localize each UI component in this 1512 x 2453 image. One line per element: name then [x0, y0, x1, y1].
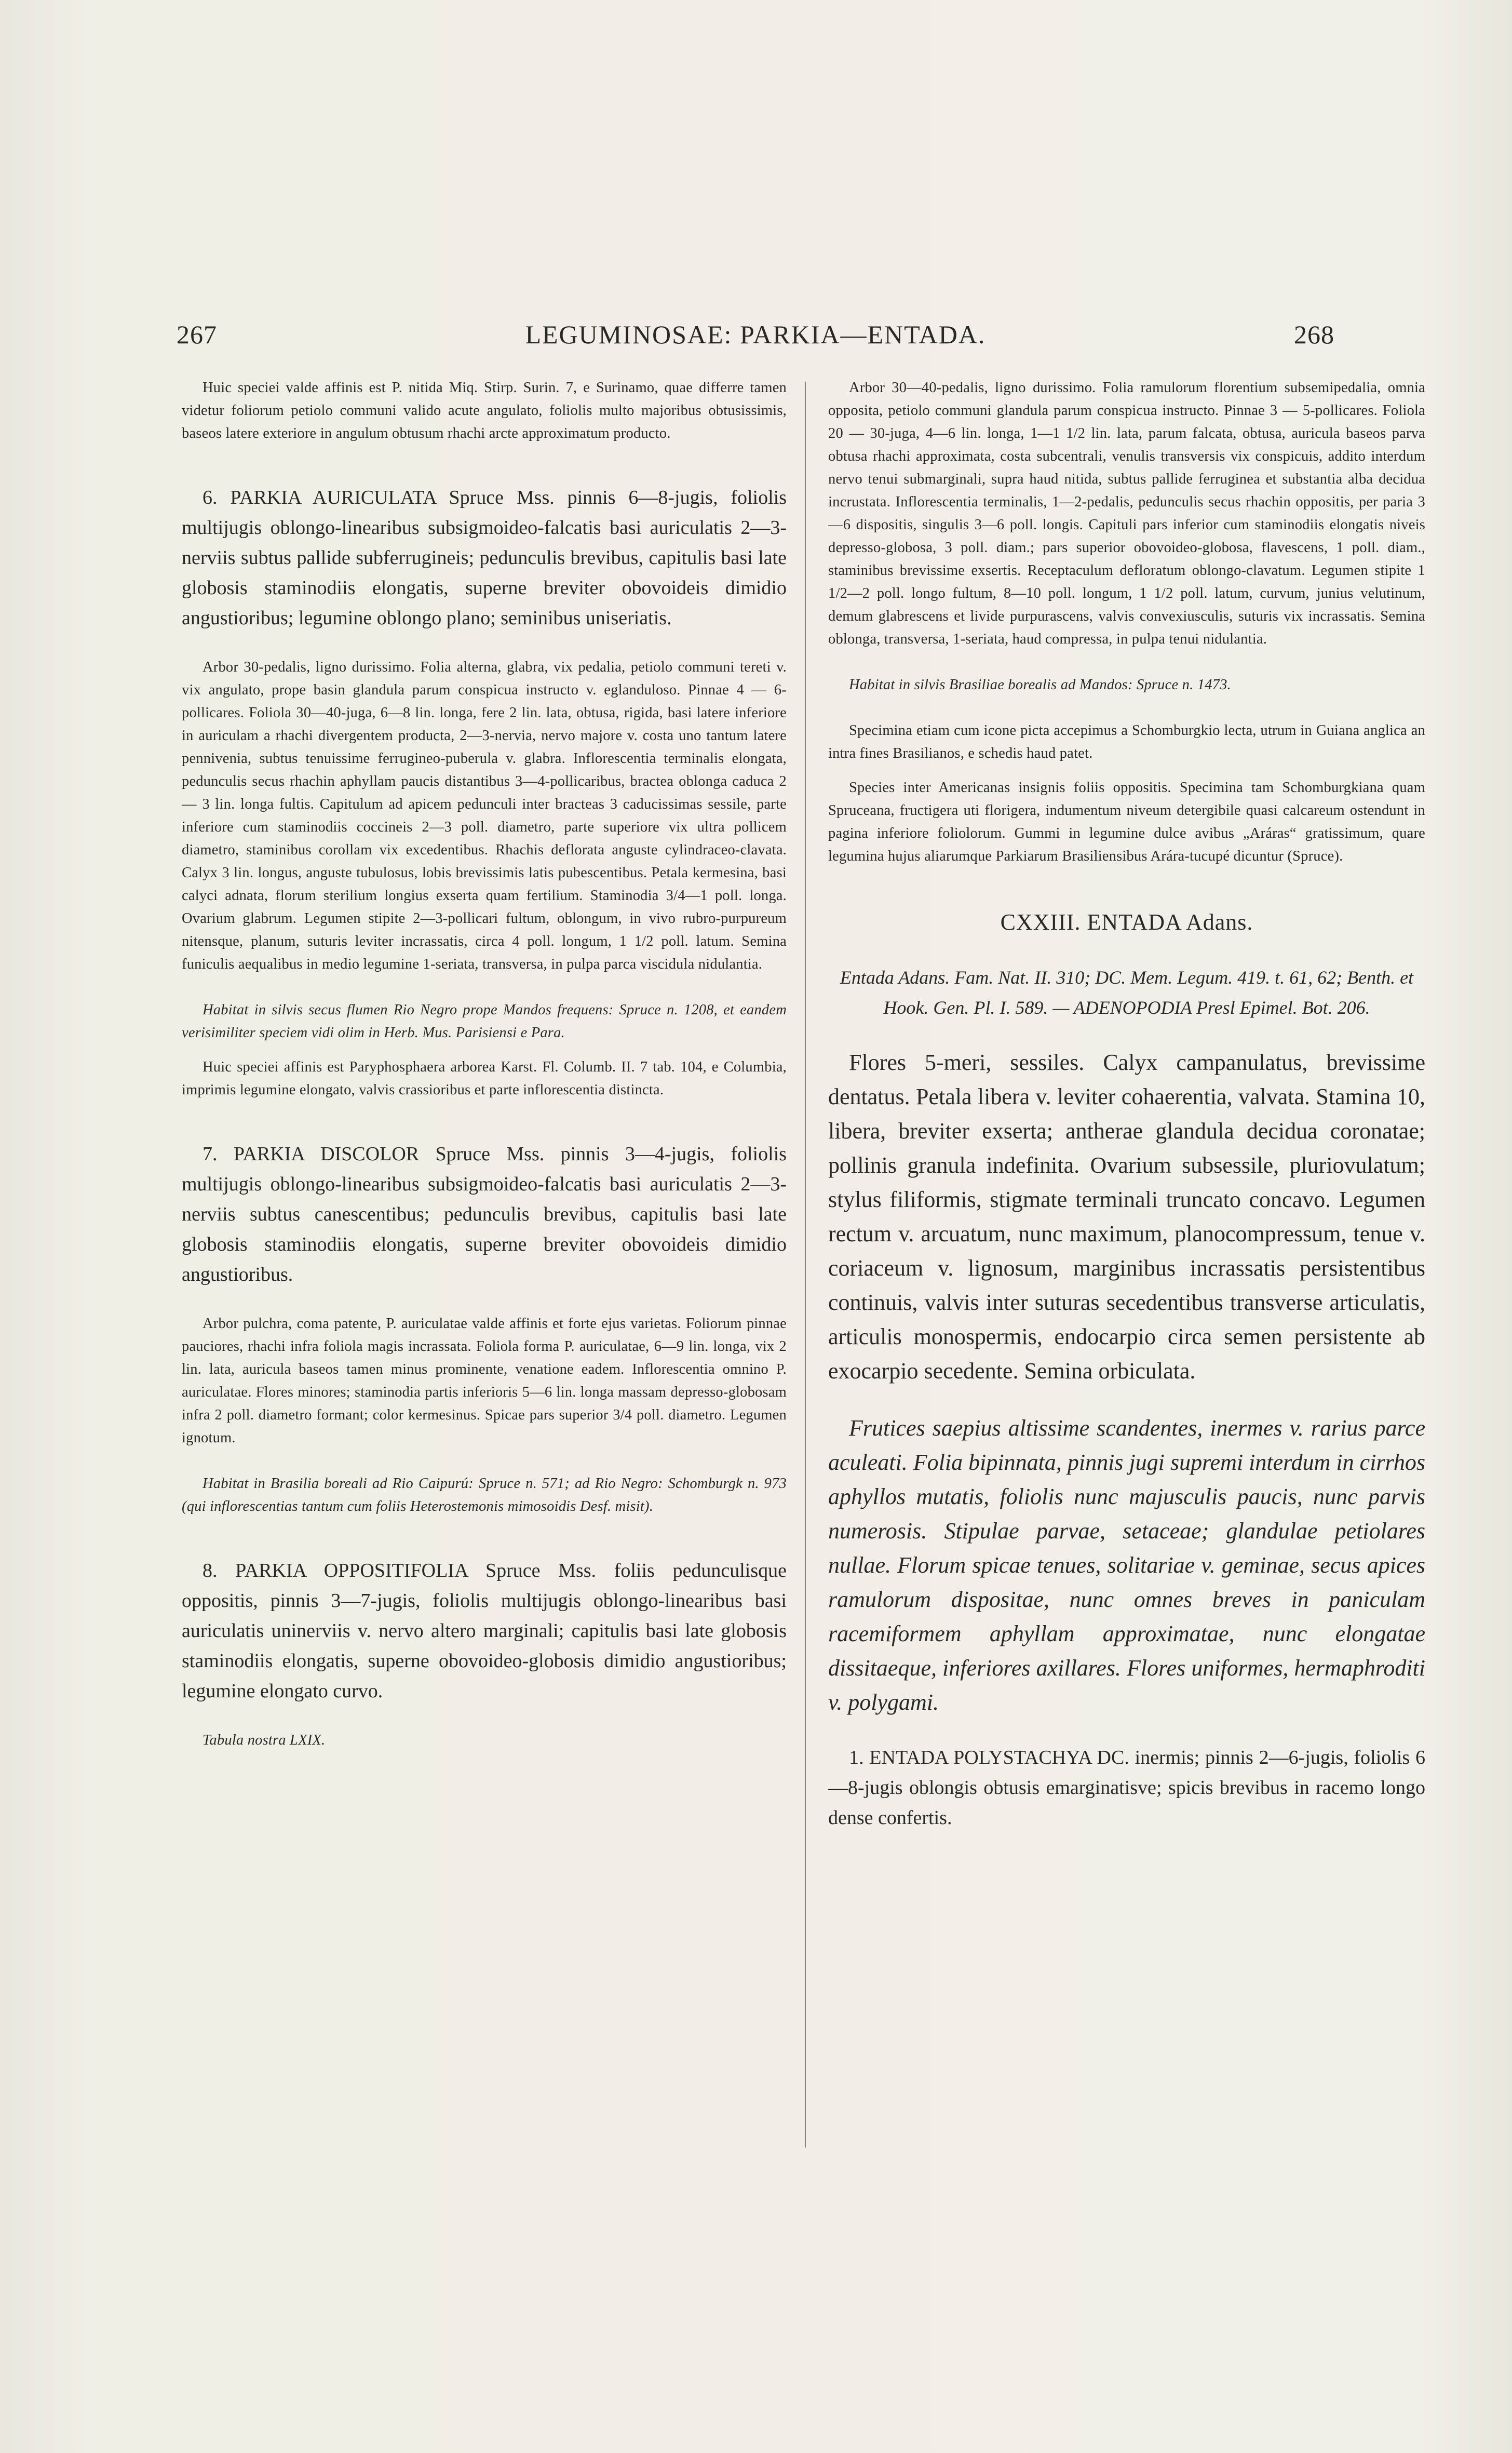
species-6-habitat: Habitat in silvis secus flumen Rio Negro prope Mandos frequens: Spruce n. 1208, et eandem verisimiliter speciem vidi olim in Herb. Mus. Parisiensi e Para. — [182, 1002, 787, 1041]
genus-citation: Entada Adans. Fam. Nat. II. 310; DC. Mem. Legum. 419. t. 61, 62; Benth. et Hook. Gen. Pl. I. 589. — ADENOPODIA Presl Epimel. Bot. 206. — [840, 967, 1414, 1018]
species-6-diagnosis: 6. PARKIA AURICULATA Spruce Mss. pinnis 6—8-jugis, foliolis multijugis oblongo-linearibus subsigmoideo-falcatis basi auriculatis 2—3-nerviis subtus pallide subferrugineis; pedunculis brevibus, capitulis basi late globosis staminodiis elongatis, superne breviter obovoideis dimidio angustioribus; legumine oblongo plano; seminibus uniseriatis. — [182, 487, 787, 629]
species-6-note: Huic speciei affinis est Paryphosphaera arborea Karst. Fl. Columb. II. 7 tab. 104, e Columbia, imprimis legumine elongato, valvis crassioribus et parte inflorescentia distincta. — [182, 1059, 787, 1098]
genus-description: Flores 5-meri, sessiles. Calyx campanulatus, brevissime dentatus. Petala libera v. leviter cohaerentia, valvata. Stamina 10, libera, breviter exserta; antherae glandula decidua coronatae; pollinis granula indefinita. Ovarium subsessile, pluriovulatum; stylus filiformis, stigmate terminali truncato concavo. Legumen rectum v. arcuatum, nunc maximum, planocompressum, tenue v. coriaceum v. lignosum, marginibus incrassatis persistentibus continuis, valvis inter suturas secedentibus transverse articulatis, articulis monospermis, endocarpio circa semen persistente ab exocarpio secedente. Semina orbiculata. — [828, 1050, 1425, 1384]
species-8-habitat: Habitat in silvis Brasiliae borealis ad Mandos: Spruce n. 1473. — [849, 677, 1231, 693]
species-7-description: Arbor pulchra, coma patente, P. auriculatae valde affinis et forte ejus varietas. Foliorum pinnae pauciores, rhachi infra foliola magis incrassata. Foliola forma P. auriculatae, 6—9 lin. longa, vix 2 lin. lata, auricula baseos tamen minus prominente, venatione eadem. Inflorescentia omnino P. auriculatae. Flores minores; staminodia partis inferioris 5—6 lin. longa massam depresso-globosam infra 2 poll. diametro formant; color kermesinus. Spicae pars superior 3/4 poll. diametro. Legumen ignotum. — [182, 1316, 787, 1446]
species-8-diagnosis: 8. PARKIA OPPOSITIFOLIA Spruce Mss. foliis pedunculisque oppositis, pinnis 3—7-jugis, foliolis multijugis oblongo-linearibus basi auriculatis uninerviis v. nervo altero marginali; capitulis basi late globosis staminodiis elongatis, superne obovoideo-globosis dimidio angustioribus; legumine elongato curvo. — [182, 1560, 787, 1702]
species-8-description: Arbor 30—40-pedalis, ligno durissimo. Folia ramulorum florentium subsemipedalia, omnia opposita, petiolo communi glandula parum conspicua instructo. Pinnae 3 — 5-pollicares. Foliola 20 — 30-juga, 4—6 lin. longa, 1—1 1/2 lin. lata, parum falcata, obtusa, auricula baseos parva obtusa rhachi approximata, costa subcentrali, venulis transversis vix conspicuis, addito interdum nervo tenui submarginali, supra haud nitida, subtus pallide ferruginea et substantia alba decidua incrustata. Inflorescentia terminalis, 1—2-pedalis, pedunculis secus rhachin oppositis, per paria 3—6 dispositis, singulis 3—6 poll. longis. Capituli pars inferior cum staminodiis elongatis niveis depresso-globosa, 3 poll. diam.; pars superior obovoideo-globosa, flavescens, 1 poll. diam., staminibus brevissime exsertis. Receptaculum defloratum oblongo-clavatum. Legumen stipite 1 1/2—2 poll. longo fultum, 8—10 poll. longum, 1 1/2 poll. latum, curvum, junius velutinum, demum glabrescens et livide purpurascens, valvis convexiusculis, suturis vix incrassatis. Semina oblonga, transversa, 1-seriata, haud compressa, in pulpa tenui nidulantia. — [828, 380, 1425, 647]
running-title: LEGUMINOSAE: PARKIA—ENTADA. — [525, 320, 986, 349]
right-column — [828, 377, 1425, 1833]
column-divider — [805, 382, 806, 2148]
entada-species-1-diagnosis: 1. ENTADA POLYSTACHYA DC. inermis; pinnis 2—6-jugis, foliolis 6—8-jugis oblongis obtusis emarginatisve; spicis brevibus in racemo longo dense confertis. — [828, 1747, 1425, 1829]
species-7-habitat: Habitat in Brasilia boreali ad Rio Caipurú: Spruce n. 571; ad Rio Negro: Schomburgk n. 973 (qui inflorescentias tantum cum foliis Heterostemonis mimosoidis Desf. misit). — [182, 1476, 787, 1514]
plate-reference: Tabula nostra LXIX. — [203, 1732, 326, 1748]
running-header — [177, 319, 1334, 361]
genus-habit: Frutices saepius altissime scandentes, inermes v. rarius parce aculeati. Folia bipinnata, pinnis jugi supremi interdum in cirrhos aphyllos mutatis, foliolis nunc majusculis paucis, nunc parvis numerosis. Stipulae parvae, setaceae; glandulae petiolares nullae. Florum spicae tenues, solitariae v. geminae, secus apices ramulorum dispositae, nunc omnes breves in paniculam racemiformem aphyllam approximatae, nunc elongatae dissitaeque, inferiores axillares. Flores uniformes, hermaphroditi v. polygami. — [828, 1415, 1425, 1715]
genus-title: CXXIII. ENTADA Adans. — [1000, 909, 1253, 935]
species-8-note-1: Specimina etiam cum icone picta accepimus a Schomburgkio lecta, utrum in Guiana anglica an intra fines Brasilianos, e schedis haud patet. — [828, 722, 1425, 761]
intro-paragraph: Huic speciei valde affinis est P. nitida Miq. Stirp. Surin. 7, e Surinamo, quae differre tamen videtur foliorum petiolo communi valido acute angulato, foliolis multo majoribus obtusissimis, baseos latere exteriore in angulum obtusum rhachi arcte approximatum producto. — [182, 380, 787, 441]
species-8-note-2: Species inter Americanas insignis foliis oppositis. Specimina tam Schomburgkiana quam Spruceana, fructigera uti florigera, indumentum niveum detergibile quasi calcareum ostendunt in pagina inferiore foliolorum. Gummi in legumine dulce avibus „Aráras“ gratissimum, quare legumina hujus aliarumque Parkiarum Brasiliensibus Arára-tucupé dicuntur (Spruce). — [828, 780, 1425, 864]
left-column — [182, 377, 787, 1752]
page-number-left: 267 — [177, 320, 217, 349]
species-7-diagnosis: 7. PARKIA DISCOLOR Spruce Mss. pinnis 3—4-jugis, foliolis multijugis oblongo-linearibus subsigmoideo-falcatis basi auriculatis 2—3-nerviis subtus canescentibus; pedunculis brevibus, capitulis basi late globosis staminodiis elongatis, superne breviter obovoideis dimidio angustioribus. — [182, 1143, 787, 1285]
species-6-description: Arbor 30-pedalis, ligno durissimo. Folia alterna, glabra, vix pedalia, petiolo communi tereti v. vix angulato, prope basin glandula parum conspicua instructo v. eglanduloso. Pinnae 4 — 6-pollicares. Foliola 30—40-juga, 6—8 lin. longa, fere 2 lin. lata, obtusa, rigida, basi latere inferiore in auriculam a rhachi divergentem producta, 2—3-nervia, nervo majore v. costa uno tantum latere pennivenia, subtus tenuissime ferrugineo-puberula v. glabra. Inflorescentia terminalis elongata, pedunculis secus rhachin aphyllam paucis distantibus 3—4-pollicaribus, bractea oblonga caduca 2 — 3 lin. longa fultis. Capitulum ad apicem pedunculi inter bracteas 3 caducissimas sessile, parte inferiore cum staminodiis coccineis 2—3 poll. diametro, parte superiore vix ultra pollicem diametro, staminibus corollam vix excedentibus. Rhachis deflorata anguste cylindraceo-clavata. Calyx 3 lin. longus, anguste tubulosus, lobis brevissimis latis pubescentibus. Petala kermesina, basi calyci adnata, florum sterilium longius exserta quam fertilium. Staminodia 3/4—1 poll. longa. Ovarium glabrum. Legumen stipite 2—3-pollicari fultum, oblongum, in vivo rubro-purpureum nitensque, planum, suturis leviter incrassatis, circa 4 poll. longum, 1 1/2 poll. latum. Semina funiculis aequalibus in medio legumine 1-seriata, transversa, in pulpa parca viscidula nidulantia. — [182, 659, 787, 972]
page-number-right: 268 — [1294, 320, 1334, 349]
